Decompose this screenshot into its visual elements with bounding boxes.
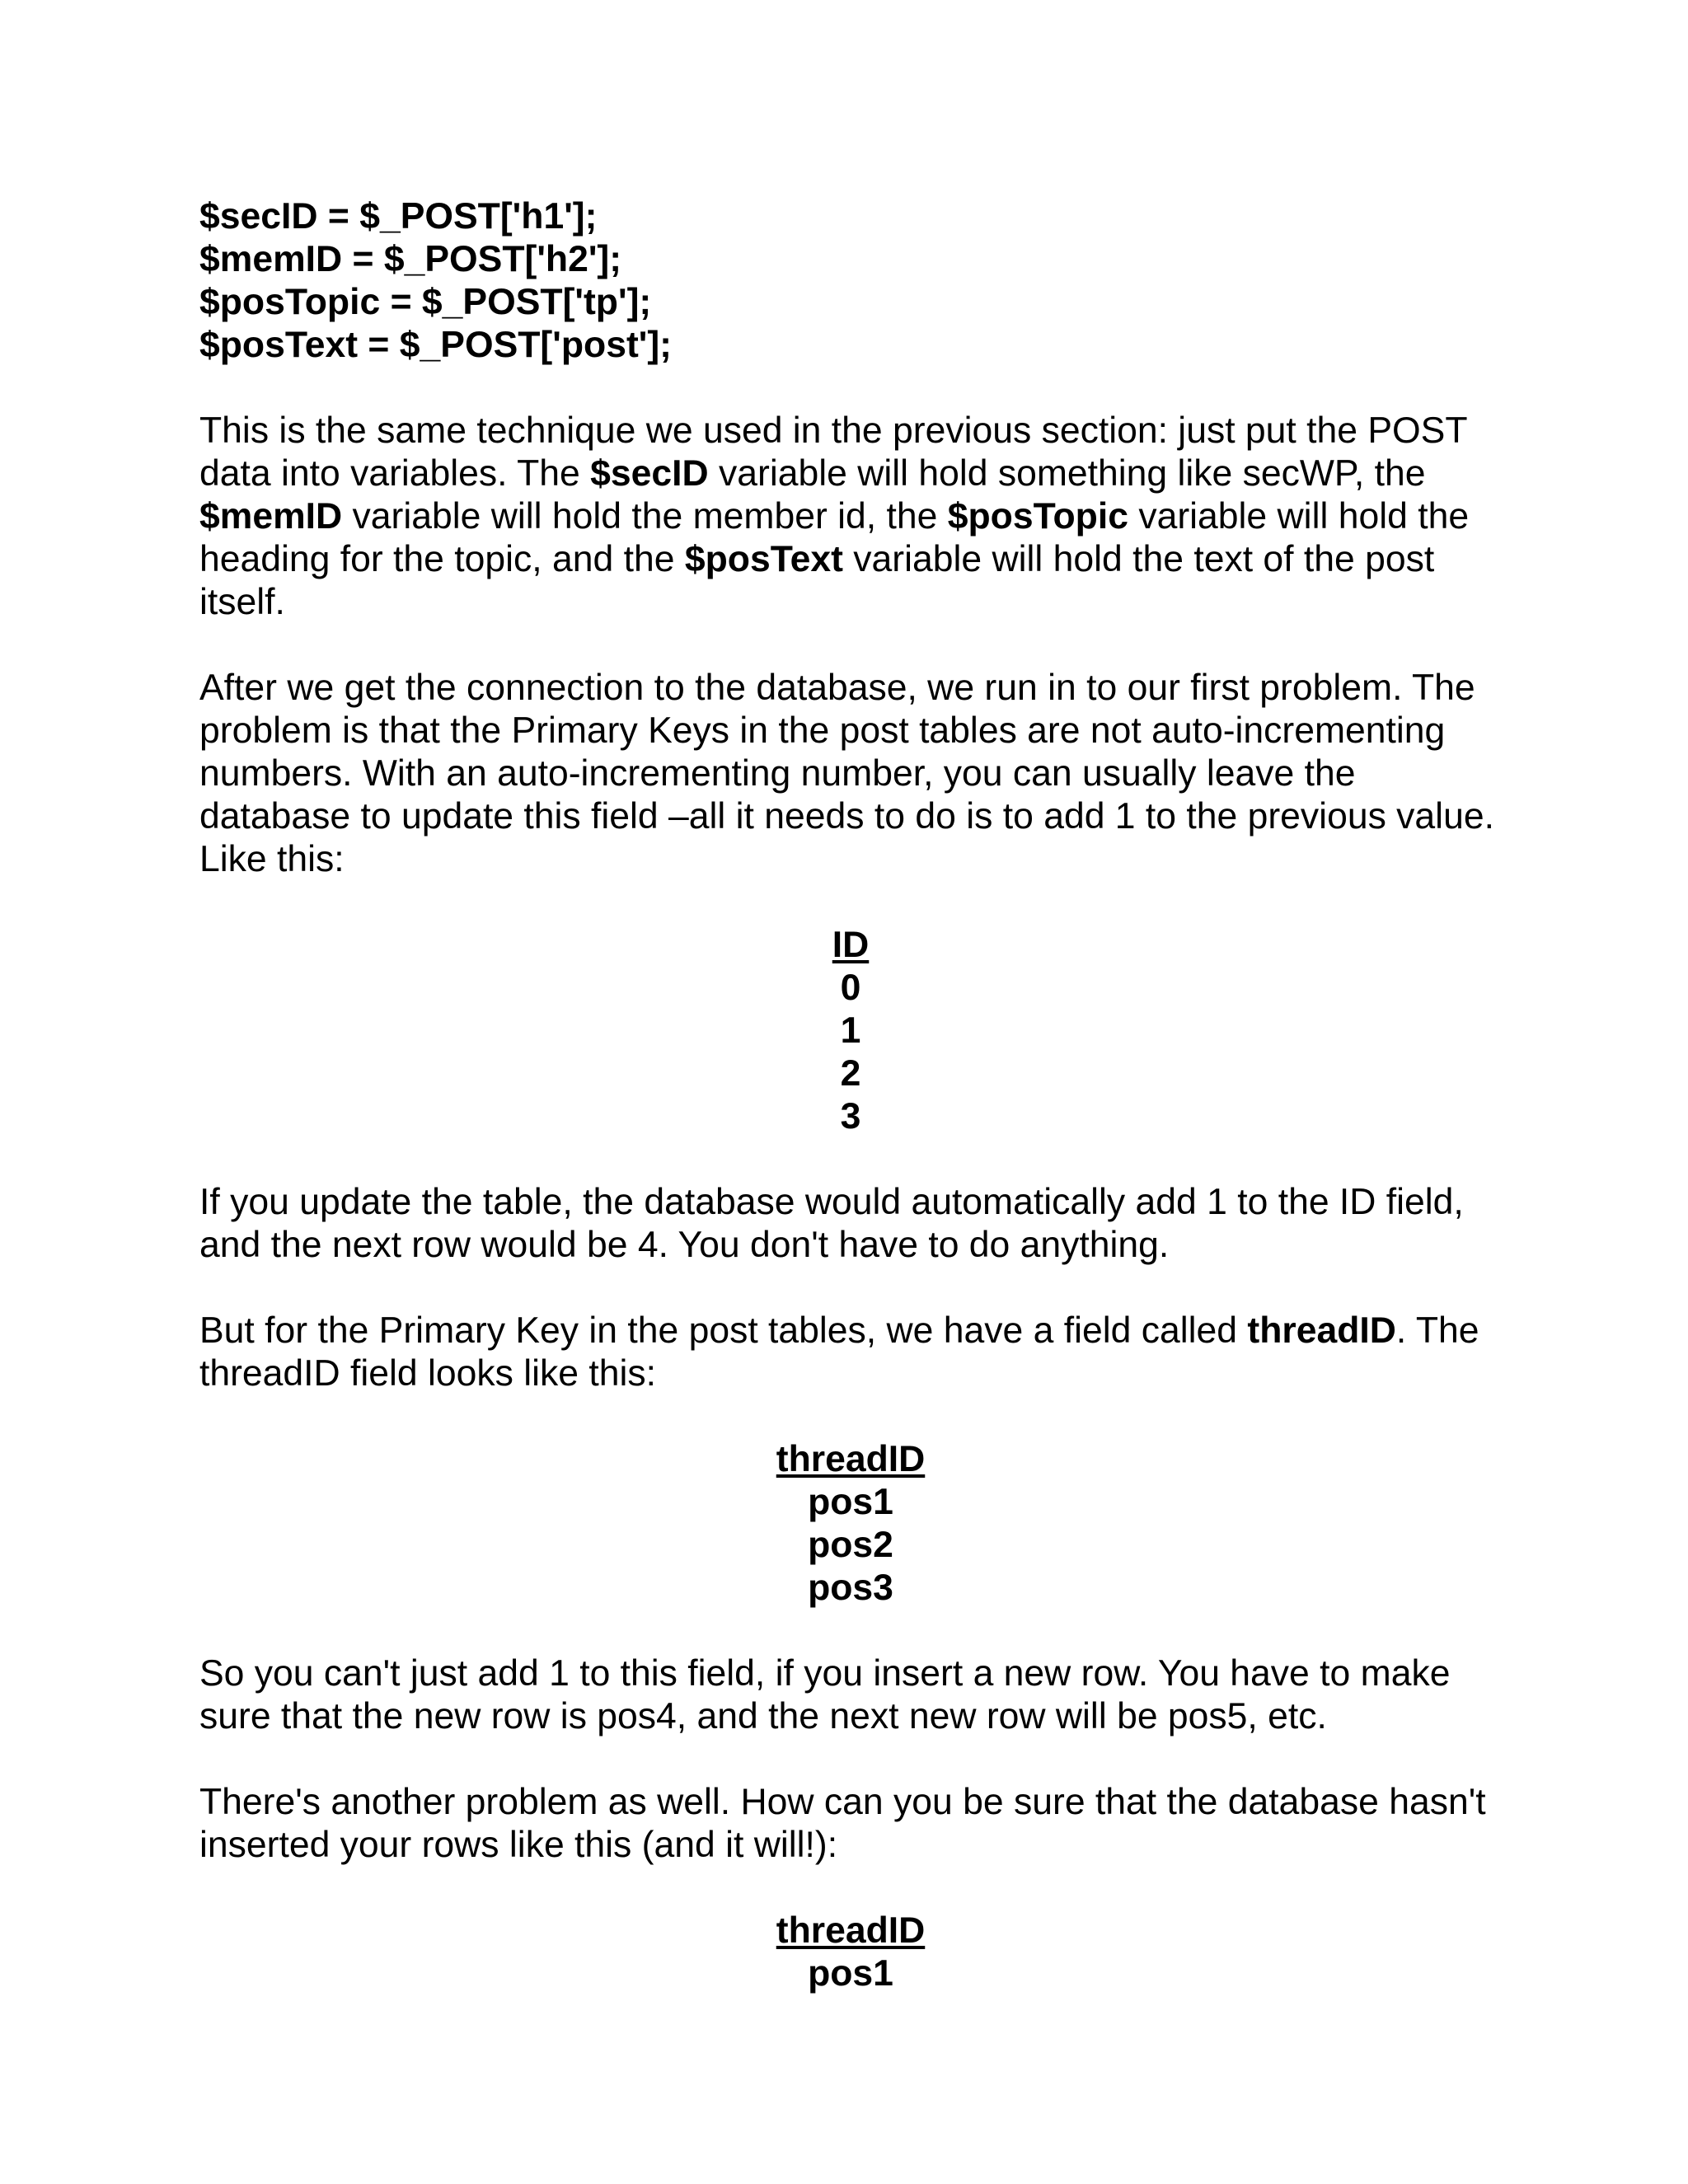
id-table [199,924,1502,1138]
paragraph-threadid [199,1310,1502,1395]
paragraph-auto-increment: If you update the table, the database would automatically add 1 to the ID field, and the next row would be 4. You don't have to do anything. [199,1182,1464,1265]
table-header: threadID [776,1910,926,1951]
text-run: variable will hold the text of the post itself. [199,539,1435,622]
text-run: variable will hold the heading for the topic, and the [199,496,1470,579]
bold-term: $posText [684,539,843,579]
document-page [199,195,1502,2038]
table-cell: pos1 [808,1953,893,1994]
paragraph-another-problem: There's another problem as well. How can you be sure that the database hasn't inserted your rows like this (and it will!): [199,1782,1486,1865]
table-cell: 3 [840,1096,861,1137]
threadid-table [199,1438,1502,1610]
table-cell: 0 [840,968,861,1008]
code-line: $memID = $_POST['h2']; [199,239,622,279]
table-header: threadID [776,1439,926,1479]
bold-term: $memID [199,496,343,537]
code-line: $posText = $_POST['post']; [199,325,672,365]
paragraph-variables [199,410,1502,624]
table-header: ID [832,925,870,965]
text-run: variable will hold the member id, the [342,496,948,537]
paragraph-primary-keys: After we get the connection to the database, we run in to our first problem. The problem is that the Primary Keys in the post tables are not auto-incrementing numbers. With an auto-incrementing number, you can usually leave the database to update this field –all it needs to do is to add 1 to the previous value. Like this: [199,668,1494,879]
text-run: . The threadID field looks like this: [199,1310,1479,1394]
code-block [199,195,1502,367]
threadid-table-2 [199,1910,1502,1995]
table-cell: 2 [840,1053,861,1094]
bold-term: threadID [1247,1310,1396,1351]
paragraph-new-row: So you can't just add 1 to this field, if you insert a new row. You have to make sure that the new row is pos4, and the next new row will be pos5, etc. [199,1653,1451,1736]
bold-term: $secID [590,453,709,494]
text-run: variable will hold something like secWP, the [708,453,1426,494]
table-cell: pos3 [808,1568,893,1608]
code-line: $secID = $_POST['h1']; [199,196,598,237]
text-run: But for the Primary Key in the post tables, we have a field called [199,1310,1248,1351]
table-cell: 1 [840,1010,861,1051]
bold-term: $posTopic [947,496,1128,537]
text-run: This is the same technique we used in the previous section: just put the POST data into variables. The [199,410,1467,494]
table-cell: pos2 [808,1525,893,1565]
table-cell: pos1 [808,1482,893,1522]
code-line: $posTopic = $_POST['tp']; [199,282,652,322]
